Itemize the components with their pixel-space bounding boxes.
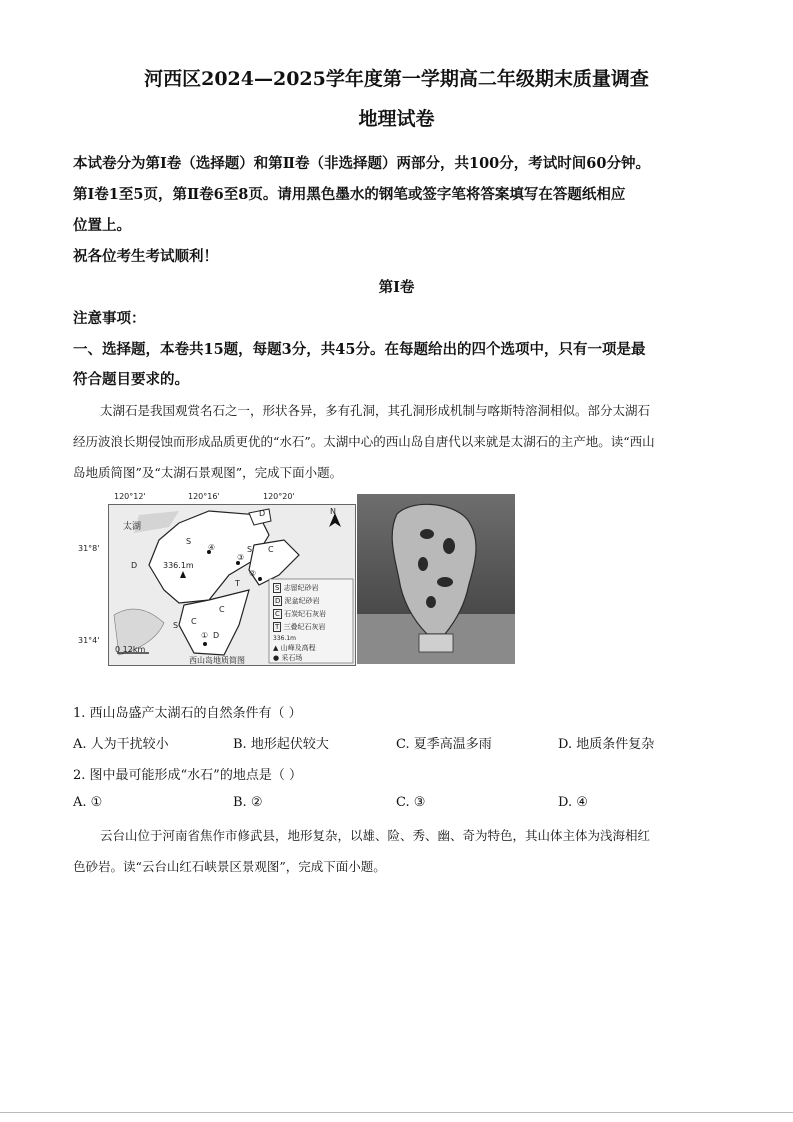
legend-desc: 三叠纪石灰岩 [283, 623, 326, 631]
region-label: S [173, 621, 179, 630]
intro-line-3: 位置上。 [73, 217, 131, 234]
region-label: C [219, 605, 225, 614]
peak-elevation-label: 336.1m [163, 561, 194, 570]
region-label: D [259, 509, 266, 518]
legend-sandstone-d [273, 596, 320, 606]
legend-key: S [275, 584, 280, 592]
region-label: D [213, 631, 220, 640]
lon-label-1: 120°12' [114, 492, 146, 501]
region-label: S [186, 537, 192, 546]
region-label: D [131, 561, 138, 570]
legend-key: D [275, 597, 281, 605]
lat-label-1: 31°8' [78, 544, 100, 553]
intro-line-2: 第Ⅰ卷1至5页，第Ⅱ卷6至8页。请用黑色墨水的钢笔或签字笔将答案填写在答题纸相应 [73, 186, 626, 203]
q2-option-b[interactable]: B. ② [233, 795, 263, 810]
passage1-line-3: 岛地质简图”及“太湖石景观图”，完成下面小题。 [73, 465, 343, 480]
question-1-stem: 1. 西山岛盛产太湖石的自然条件有（ ） [73, 706, 302, 721]
q1-option-b[interactable]: B. 地形起伏较大 [233, 737, 329, 752]
legend-quarry: ● 采石场 [273, 654, 303, 662]
legend-limestone-t [273, 622, 326, 632]
region-label: S [247, 545, 253, 554]
question-2-stem: 2. 图中最可能形成“水石”的地点是（ ） [73, 768, 302, 783]
north-label: N [330, 507, 336, 516]
island-outline-east [249, 540, 299, 585]
passage2-line-1: 云台山位于河南省焦作市修武县，地形复杂，以雄、险、秀、幽、奇为特色，其山体主体为浅海相红 [100, 828, 651, 843]
legend-sandstone-s [273, 583, 319, 593]
legend-desc: 石炭纪石灰岩 [284, 610, 327, 618]
quarry-dot-1 [203, 642, 207, 646]
legend-desc: 志留纪砂岩 [283, 584, 319, 592]
exam-subtitle: 地理试卷 [358, 108, 435, 130]
taihu-stone-image [357, 494, 515, 664]
region-label: T [235, 579, 240, 588]
site-marker-2: ② [249, 569, 257, 578]
region-label: C [268, 545, 274, 554]
lon-label-2: 120°16' [188, 492, 220, 501]
q1-option-a[interactable]: A. 人为干扰较小 [73, 737, 169, 752]
exam-title: 河西区2024—2025学年度第一学期高二年级期末质量调查 [144, 68, 649, 90]
page-bottom-rule [0, 1112, 793, 1113]
legend-quarry-label: 采石场 [281, 654, 303, 662]
q1-option-c[interactable]: C. 夏季高温多雨 [396, 737, 492, 752]
xishan-geology-map [108, 504, 356, 666]
lat-label-2: 31°4' [78, 636, 100, 645]
lon-label-3: 120°20' [263, 492, 295, 501]
intro-line-1: 本试卷分为第Ⅰ卷（选择题）和第Ⅱ卷（非选择题）两部分，共100分，考试时间60分钟。 [73, 155, 650, 172]
instruction-line-1: 一、选择题，本卷共15题，每题3分，共45分。在每题给出的四个选项中，只有一项是最 [73, 341, 646, 358]
passage1-line-1: 太湖石是我国观赏名石之一，形状各异，多有孔洞，其孔洞形成机制与喀斯特溶洞相似。部分太湖石 [100, 403, 651, 418]
instruction-line-2: 符合题目要求的。 [73, 371, 189, 388]
q2-option-c[interactable]: C. ③ [396, 795, 426, 810]
legend-key: T [275, 623, 280, 631]
scale-label: 0 12km [115, 645, 146, 654]
lake-label: 太湖 [123, 522, 142, 532]
region-label: C [191, 617, 197, 626]
legend-limestone-c [273, 609, 326, 619]
notice-heading: 注意事项： [73, 310, 146, 327]
passage2-line-2: 色砂岩。读“云台山红石峡景区景观图”，完成下面小题。 [73, 859, 386, 874]
legend-desc: 泥盆纪砂岩 [284, 597, 320, 605]
taihu-stone-photo [357, 494, 515, 664]
site-marker-4: ④ [208, 543, 216, 552]
q2-option-d[interactable]: D. ④ [558, 795, 588, 810]
legend-peak: ▲ 山峰及高程 [273, 644, 316, 652]
legend-peak-elevation: 336.1m [273, 635, 297, 642]
legend-peak-label: 山峰及高程 [280, 644, 316, 652]
legend-key: C [275, 610, 280, 618]
passage1-line-2: 经历波浪长期侵蚀而形成品质更优的“水石”。太湖中心的西山岛自唐代以来就是太湖石的主产地。读“西山 [73, 434, 655, 449]
wish-line: 祝各位考生考试顺利！ [73, 248, 218, 265]
volume-title: 第Ⅰ卷 [378, 279, 415, 296]
q1-option-d[interactable]: D. 地质条件复杂 [558, 737, 655, 752]
q2-option-a[interactable]: A. ① [73, 795, 103, 810]
site-marker-1: ① [201, 631, 209, 640]
quarry-dot-2 [258, 577, 262, 581]
map-caption: 西山岛地质简图 [189, 656, 245, 665]
site-marker-3: ③ [237, 553, 245, 562]
